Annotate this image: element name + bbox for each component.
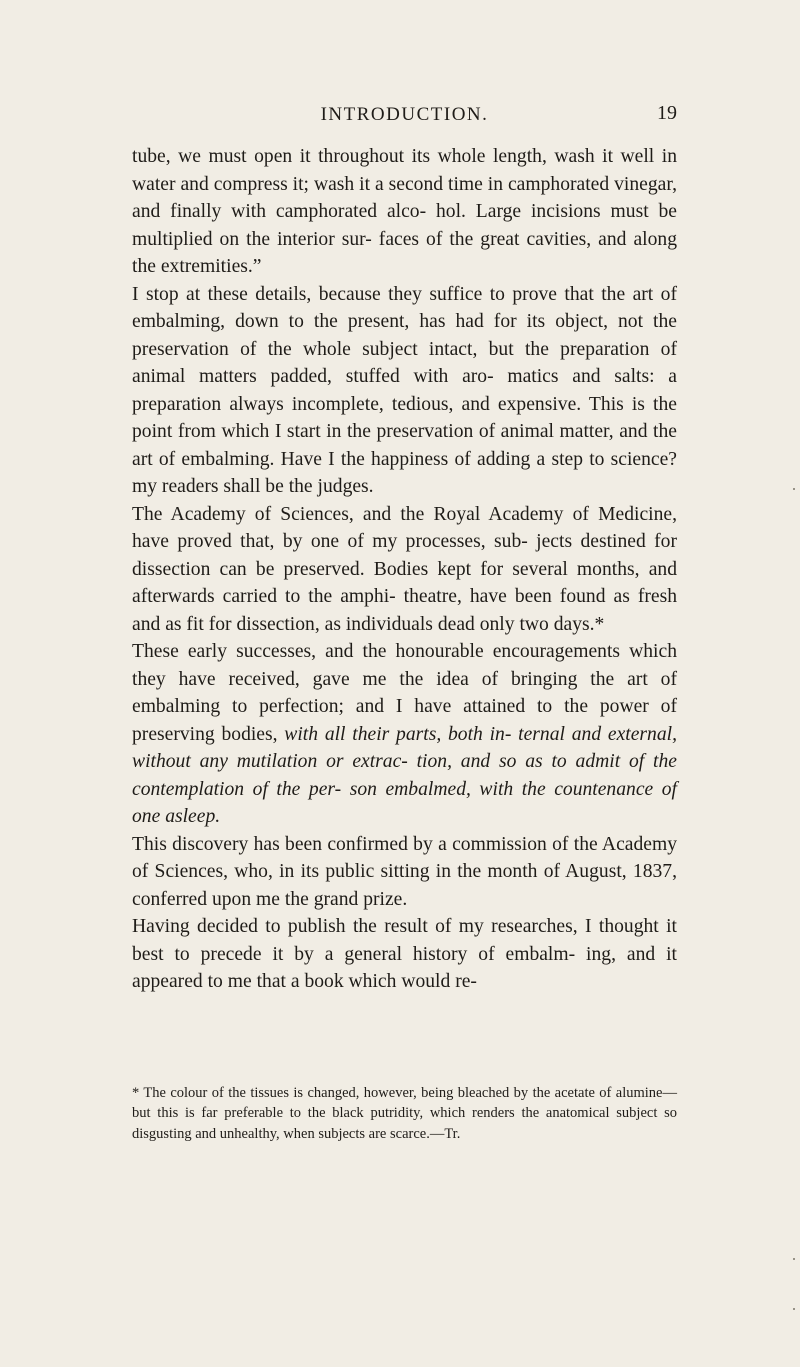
paragraph-4 bbox=[132, 638, 677, 831]
margin-mark bbox=[793, 1308, 795, 1310]
page-number: 19 bbox=[657, 102, 677, 124]
paragraph-4-italic: with all their parts, both in- ternal and external, without any mutilation or extrac- tion, and so as to admit of the contemplation of the per- son embalmed, with the countenance of one asleep. bbox=[132, 723, 677, 827]
footnote: * The colour of the tissues is changed, however, being bleached by the acetate of alumine—but this is far preferable to the black putridity, which renders the anatomical subject so disgusting and unhealthy, when subjects are scarce.—Tr. bbox=[132, 1085, 677, 1142]
margin-mark bbox=[793, 1258, 795, 1260]
paragraph-5: This discovery has been confirmed by a commission of the Academy of Sciences, who, in its public sitting in the month of August, 1837, conferred upon me the grand prize. bbox=[132, 833, 677, 910]
page-header bbox=[132, 104, 677, 134]
paragraph-4-roman: These early successes, and the honourable encouragements which they have received, gave me the idea of bringing the art of embalming to perfection; and I have attained to the power of preserving bodies, bbox=[132, 641, 677, 745]
paragraph-2: I stop at these details, because they suffice to prove that the art of embalming, down to the present, has had for its object, not the preservation of the whole subject intact, but the preparation of animal matters padded, stuffed with aro- matics and salts: a preparation always incomplete, tedious, and expensive. This is the point from which I start in the preservation of animal matter, and the art of embalming. Have I the happiness of adding a step to science? my readers shall be the judges. bbox=[132, 283, 677, 497]
paragraph-1: tube, we must open it throughout its whole length, wash it well in water and compress it; wash it a second time in camphorated vinegar, and finally with camphorated alco- hol. Large incisions must be multiplied on the interior sur- faces of the great cavities, and along the extremities.” bbox=[132, 146, 677, 277]
running-head: INTRODUCTION. bbox=[320, 104, 489, 125]
margin-mark bbox=[793, 488, 795, 490]
paragraph-6: Having decided to publish the result of my researches, I thought it best to precede it by a general history of embalm- ing, and it appeared to me that a book which would re- bbox=[132, 916, 677, 992]
body-text bbox=[132, 143, 677, 996]
paragraph-3: The Academy of Sciences, and the Royal Academy of Medicine, have proved that, by one of my processes, sub- jects destined for dissection can be preserved. Bodies kept for several months, and afterwards carried to the amphi- theatre, have been found as fresh and as fit for dissection, as individuals dead only two days.* bbox=[132, 503, 677, 635]
